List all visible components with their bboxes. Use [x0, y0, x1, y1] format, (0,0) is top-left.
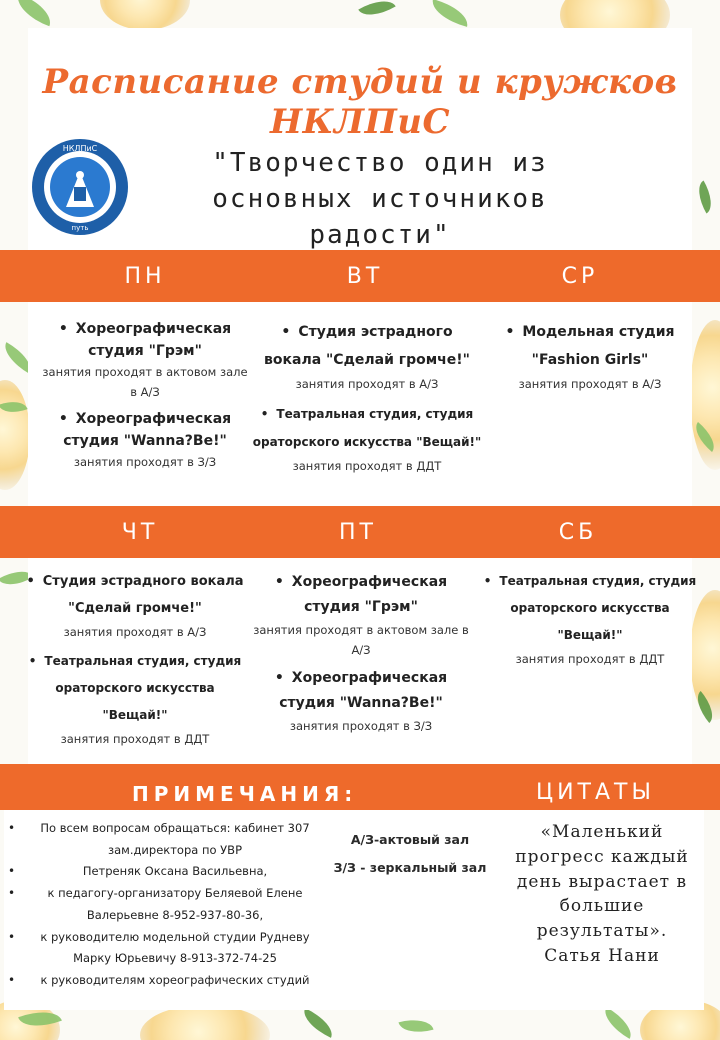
- note-item: • к руководителям хореографических студий: [8, 970, 320, 992]
- list-item: • Театральная студия, студия ораторского искусства "Вещай!" занятия проходят в ДДТ: [24, 648, 246, 749]
- day-mon: ПН: [124, 264, 166, 289]
- list-item: • Театральная студия, студия ораторского искусства "Вещай!" занятия проходят в ДДТ: [480, 568, 700, 669]
- list-item: • Студия эстрадного вокала "Сделай громче!" занятия проходят в А/З: [24, 568, 246, 642]
- column-thu: [24, 568, 246, 755]
- quote-text: «Маленький прогресс каждый день вырастает в большие результаты». Сатья Нани: [515, 822, 689, 966]
- studio-name: Студия эстрадного вокала "Сделай громче!": [42, 574, 244, 616]
- studio-note: занятия проходят в А/З: [295, 377, 439, 391]
- day-fri: ПТ: [339, 520, 377, 545]
- studio-note: занятия проходят в З/З: [289, 719, 433, 733]
- list-item: • Модельная студия "Fashion Girls" занятия проходят в А/З: [490, 318, 690, 394]
- list-item: • Студия эстрадного вокала "Сделай громче!" занятия проходят в А/З: [252, 318, 482, 394]
- quotes-heading: ЦИТАТЫ: [536, 780, 655, 805]
- studio-name: Хореографическая студия "Грэм": [291, 574, 448, 615]
- day-sat: СБ: [558, 520, 598, 545]
- list-item: • Хореографическая студия "Wanna?Be!" занятия проходят в З/З: [40, 408, 250, 472]
- logo-bottom-text: путь: [71, 224, 89, 232]
- list-item: • Театральная студия, студия ораторского искусства "Вещай!" занятия проходят в ДДТ: [252, 400, 482, 476]
- studio-note: занятия проходят в актовом зале в А/З: [253, 623, 469, 657]
- studio-note: занятия проходят в З/З: [73, 455, 217, 469]
- notes-heading: ПРИМЕЧАНИЯ:: [132, 782, 358, 806]
- list-item: • Хореографическая студия "Грэм" занятия проходят в актовом зале в А/З: [40, 318, 250, 402]
- studio-name: Театральная студия, студия ораторского искусства "Вещай!": [252, 407, 482, 449]
- column-mon: [40, 318, 250, 478]
- studio-note: занятия проходят в ДДТ: [292, 459, 442, 473]
- studio-name: Театральная студия, студия ораторского искусства "Вещай!": [499, 574, 697, 642]
- page-title: Расписание студий и кружков НКЛПиС: [42, 62, 678, 142]
- studio-name: Хореографическая студия "Wanna?Be!": [279, 670, 448, 711]
- studio-note: занятия проходят в А/З: [518, 377, 662, 391]
- column-fri: [250, 570, 472, 742]
- note-item: • Петреняк Оксана Васильевна,: [8, 861, 320, 883]
- note-item: • к педагогу-организатору Беляевой Елене Валерьевне 8-952-937-80-36,: [8, 883, 320, 926]
- studio-name: Хореографическая студия "Грэм": [75, 321, 232, 359]
- motto: "Творчество один из основных источников радости": [212, 148, 548, 250]
- studio-note: занятия проходят в ДДТ: [515, 652, 665, 666]
- day-tue: ВТ: [346, 264, 384, 289]
- studio-note: занятия проходят в ДДТ: [60, 732, 210, 746]
- column-tue: [252, 318, 482, 482]
- note-item: • По всем вопросам обращаться: кабинет 307 зам.директора по УВР: [8, 818, 320, 861]
- notes-list: [8, 818, 320, 992]
- day-thu: ЧТ: [121, 520, 159, 545]
- studio-name: Модельная студия "Fashion Girls": [522, 324, 675, 368]
- column-sat: [480, 568, 700, 675]
- column-wed: [490, 318, 690, 400]
- day-wed: СР: [561, 264, 599, 289]
- school-logo-icon: [30, 137, 130, 237]
- list-item: • Хореографическая студия "Грэм" занятия проходят в актовом зале в А/З: [250, 570, 472, 660]
- hall-legend-item: З/З - зеркальный зал: [333, 860, 487, 875]
- hall-legend-item: А/З-актовый зал: [350, 832, 470, 847]
- note-item: • к руководителю модельной студии Рудневу Марку Юрьевичу 8-913-372-74-25: [8, 927, 320, 970]
- studio-note: занятия проходят в А/З: [63, 625, 207, 639]
- hall-legend: [320, 826, 500, 882]
- studio-name: Театральная студия, студия ораторского искусства "Вещай!": [44, 654, 242, 722]
- studio-name: Студия эстрадного вокала "Сделай громче!": [264, 324, 470, 368]
- studio-name: Хореографическая студия "Wanna?Be!": [63, 411, 232, 449]
- studio-note: занятия проходят в актовом зале в А/З: [42, 365, 248, 399]
- logo-top-text: НКЛПиС: [62, 144, 98, 153]
- list-item: • Хореографическая студия "Wanna?Be!" занятия проходят в З/З: [250, 666, 472, 736]
